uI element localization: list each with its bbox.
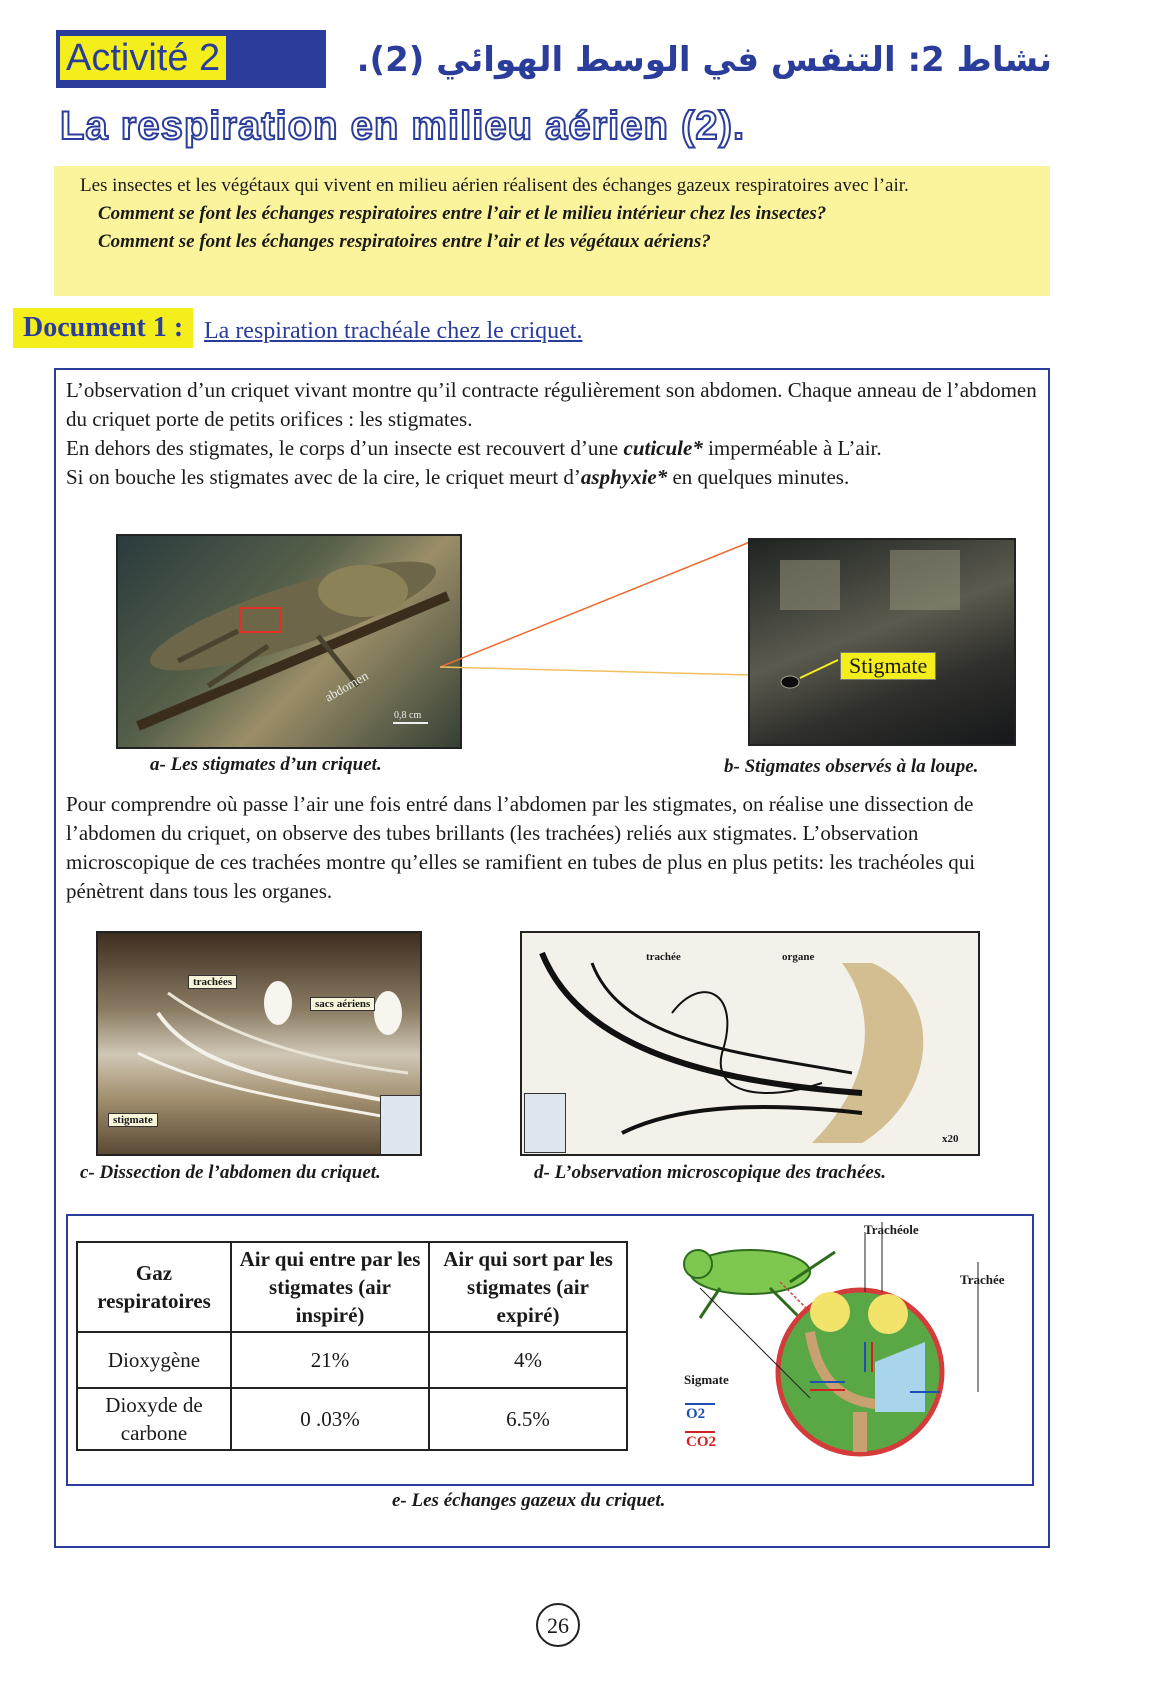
label-trachee: trachée (642, 951, 685, 963)
trachees-illustration (522, 933, 980, 1156)
label-sacs-aeriens: sacs aériens (310, 997, 375, 1011)
table-cell: 21% (231, 1332, 429, 1388)
paragraph-1-line-3: Si on bouche les stigmates avec de la cire, le criquet meurt d’asphyxie* en quelques minutes. (66, 465, 850, 489)
intro-question-2: Comment se font les échanges respiratoires entre l’air et les végétaux aériens? (98, 231, 711, 252)
table-cell: Dioxyde de carbone (77, 1388, 231, 1450)
photo-stigmate-loupe (748, 538, 1016, 746)
table-cell: 0 .03% (231, 1388, 429, 1450)
table-cell: 6.5% (429, 1388, 627, 1450)
zoom-lines (440, 540, 760, 680)
gas-exchange-illustration (660, 1222, 1048, 1472)
document-tag (13, 308, 193, 348)
intro-box (54, 166, 1050, 296)
table-header-row (77, 1242, 627, 1332)
paragraph-1-line-1: L’observation d’un criquet vivant montre qu’il contracte régulièrement son abdomen. Chaque anneau de l’abdomen du criquet porte de petits orifices : les stigmates. (66, 378, 1037, 431)
microscope-icon (380, 1095, 422, 1155)
term-cuticule: cuticule* (623, 436, 703, 460)
document-tag-colon: : (173, 312, 184, 343)
arabic-title: نشاط 2: التنفس في الوسط الهوائي (2). (356, 40, 1052, 80)
activity-badge (56, 30, 326, 88)
caption-d: d- L’observation microscopique des trachées. (534, 1162, 886, 1183)
gas-table (76, 1241, 628, 1451)
page-number: 26 (536, 1603, 580, 1647)
microscope-icon (524, 1093, 566, 1153)
table-header: Air qui sort par les stigmates (air expiré) (429, 1242, 627, 1332)
criquet-diagram (660, 1222, 1048, 1472)
caption-a: a- Les stigmates d’un criquet. (150, 754, 382, 775)
table-row (77, 1388, 627, 1450)
zoom-level: x20 (938, 1133, 963, 1145)
photo-microscopie-trachees (520, 931, 980, 1156)
term-asphyxie: asphyxie* (580, 465, 668, 489)
legend-co2: CO2 (686, 1434, 716, 1450)
table-cell: Dioxygène (77, 1332, 231, 1388)
photo-criquet-stigmates (116, 534, 462, 749)
label-stigmate: stigmate (108, 1113, 158, 1127)
stigmate-illustration (750, 540, 1016, 746)
label-trachee: Trachée (960, 1272, 1005, 1287)
table-cell: 4% (429, 1332, 627, 1388)
label-abdomen: abdomen (322, 667, 371, 705)
table-header: Air qui entre par les stigmates (air inspiré) (231, 1242, 429, 1332)
intro-question-1: Comment se font les échanges respiratoires entre l’air et le milieu intérieur chez les insectes? (98, 203, 827, 224)
document-title: La respiration trachéale chez le criquet. (204, 318, 583, 344)
paragraph-1 (66, 376, 1046, 492)
label-stigmate: Stigmate (840, 652, 936, 680)
label-sigmate: Sigmate (684, 1372, 729, 1387)
grasshopper-illustration (118, 536, 462, 749)
caption-c: c- Dissection de l’abdomen du criquet. (80, 1162, 381, 1183)
label-organe: organe (778, 951, 818, 963)
caption-b: b- Stigmates observés à la loupe. (724, 756, 979, 777)
table-row (77, 1332, 627, 1388)
intro-text: Les insectes et les végétaux qui vivent en milieu aérien réalisent des échanges gazeux respiratoires avec l’air. (80, 175, 909, 196)
table-header: Gaz respiratoires (77, 1242, 231, 1332)
page-title: La respiration en milieu aérien (2). (60, 104, 746, 148)
photo-dissection (96, 931, 422, 1156)
legend-o2: O2 (686, 1406, 706, 1422)
activity-label: Activité 2 (60, 36, 226, 80)
document-tag-label: Document 1 (23, 312, 167, 343)
scale-label: 0,8 cm (394, 710, 422, 721)
paragraph-2: Pour comprendre où passe l’air une fois entré dans l’abdomen par les stigmates, on réalise une dissection de l’abdomen du criquet, on observe des tubes brillants (les trachées) reliés aux stigmates. L’observation microscopique de ces trachées montre qu’elles se ramifient en tubes de plus en plus petits: les trachéoles qui pénètrent dans tous les organes. (66, 792, 976, 903)
caption-e: e- Les échanges gazeux du criquet. (392, 1490, 666, 1511)
paragraph-1-line-2: En dehors des stigmates, le corps d’un insecte est recouvert d’une cuticule* imperméable à L’air. (66, 436, 882, 460)
label-trachees: trachées (188, 975, 237, 989)
label-tracheole: Trachéole (864, 1222, 919, 1237)
